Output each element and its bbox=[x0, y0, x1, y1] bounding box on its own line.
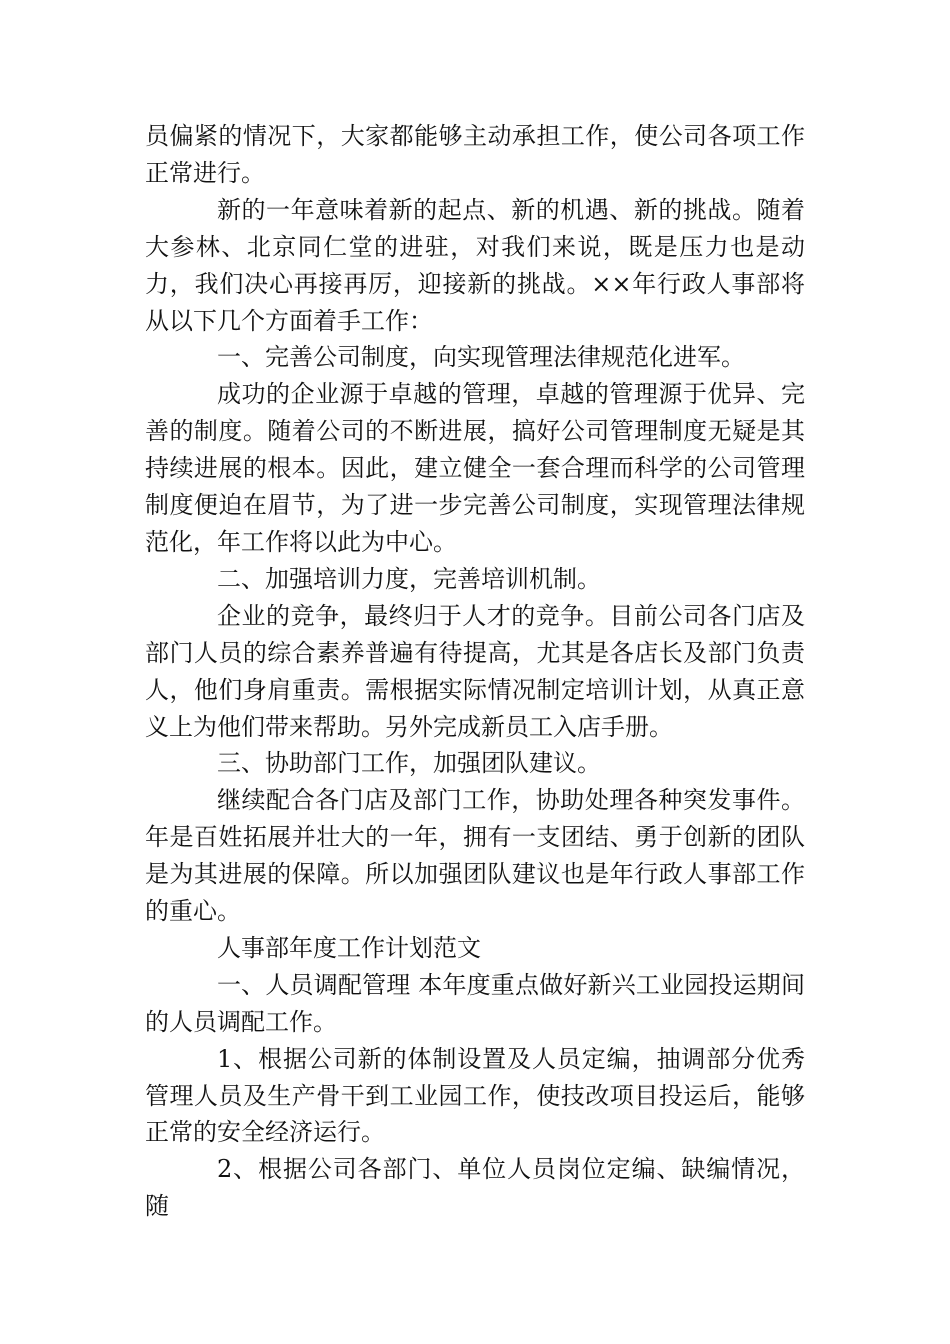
section-heading-4: 一、人员调配管理 本年度重点做好新兴工业园投运期间的人员调配工作。 bbox=[145, 970, 805, 1036]
paragraph-4: 企业的竞争，最终归于人才的竞争。目前公司各门店及部门人员的综合素养普遍有待提高，尤其是各店长及部门负责人，他们身肩重责。需根据实际情况制定培训计划，从真正意义上为他们带来帮助。另外完成新员工入店手册。 bbox=[145, 601, 805, 741]
section-heading-2: 二、加强培训力度，完善培训机制。 bbox=[217, 564, 601, 593]
document-page bbox=[145, 118, 805, 1225]
paragraph-5: 继续配合各门店及部门工作，协助处理各种突发事件。年是百姓拓展并壮大的一年，拥有一支团结、勇于创新的团队是为其进展的保障。所以加强团队建议也是年行政人事部工作的重心。 bbox=[145, 786, 805, 926]
section-heading-3: 三、协助部门工作，加强团队建议。 bbox=[217, 749, 601, 778]
section-heading-1: 一、完善公司制度，向实现管理法律规范化进军。 bbox=[217, 343, 745, 372]
document-subtitle: 人事部年度工作计划范文 bbox=[217, 933, 481, 962]
paragraph-6: 1、根据公司新的体制设置及人员定编，抽调部分优秀管理人员及生产骨干到工业园工作，使技改项目投运后，能够正常的安全经济运行。 bbox=[145, 1044, 805, 1147]
paragraph-7: 2、根据公司各部门、单位人员岗位定编、缺编情况，随 bbox=[145, 1155, 805, 1221]
paragraph-1: 员偏紧的情况下，大家都能够主动承担工作，使公司各项工作正常进行。 bbox=[145, 122, 805, 187]
paragraph-2: 新的一年意味着新的起点、新的机遇、新的挑战。随着大参林、北京同仁堂的进驻，对我们来说，既是压力也是动力，我们决心再接再厉，迎接新的挑战。××年行政人事部将从以下几个方面着手工作： bbox=[145, 195, 805, 335]
paragraph-3: 成功的企业源于卓越的管理，卓越的管理源于优异、完善的制度。随着公司的不断进展，搞好公司管理制度无疑是其持续进展的根本。因此，建立健全一套合理而科学的公司管理制度便迫在眉节，为了进一步完善公司制度，实现管理法律规范化，年工作将以此为中心。 bbox=[145, 380, 805, 556]
